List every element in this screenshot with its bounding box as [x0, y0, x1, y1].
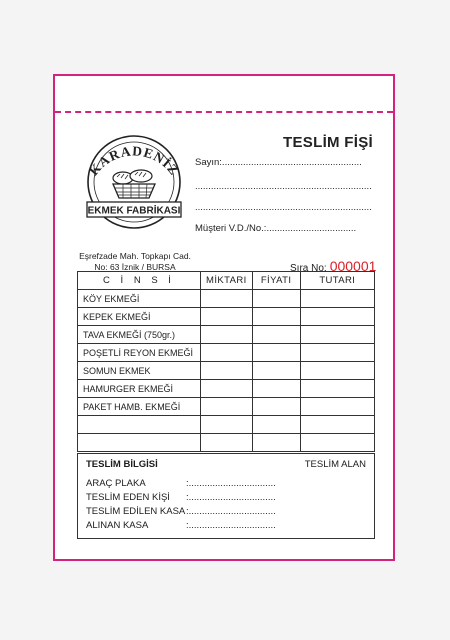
delivery-row-dots: :................................. [186, 506, 276, 517]
price-cell[interactable] [252, 344, 300, 362]
item-name: POŞETLİ REYON EKMEĞİ [78, 344, 201, 362]
total-cell[interactable] [300, 308, 374, 326]
address-block [55, 251, 215, 273]
quantity-cell[interactable] [201, 398, 253, 416]
delivery-row-label: TESLİM EDİLEN KASA [86, 506, 186, 517]
total-cell[interactable] [300, 290, 374, 308]
delivery-row-label: ARAÇ PLAKA [86, 478, 146, 489]
quantity-cell[interactable] [201, 290, 253, 308]
table-header-row [78, 272, 375, 290]
item-name: TAVA EKMEĞİ (750gr.) [78, 326, 201, 344]
address-field-line-1[interactable]: ................................................................... [195, 181, 372, 192]
item-name [78, 434, 201, 452]
item-name: KEPEK EKMEĞİ [78, 308, 201, 326]
logo-brand-bottom: EKMEK FABRİKASI [87, 205, 181, 217]
quantity-cell[interactable] [201, 416, 253, 434]
delivery-info-box [77, 453, 375, 539]
bakery-logo [73, 132, 195, 232]
table-row [78, 434, 375, 452]
delivery-receiver-label: TESLİM ALAN [304, 459, 366, 470]
customer-name-field[interactable]: Sayın:..................................................... [195, 157, 362, 168]
header-tutari: TUTARI [300, 272, 374, 290]
table-row [78, 290, 375, 308]
delivery-row-dots: :................................. [186, 492, 276, 503]
delivery-heading: TESLİM BİLGİSİ [86, 459, 158, 470]
price-cell[interactable] [252, 326, 300, 344]
serial-value: 000001 [329, 258, 377, 274]
total-cell[interactable] [300, 416, 374, 434]
price-cell[interactable] [252, 434, 300, 452]
total-cell[interactable] [300, 434, 374, 452]
delivery-row-plate[interactable] [86, 478, 276, 489]
total-cell[interactable] [300, 344, 374, 362]
table-row [78, 344, 375, 362]
item-name: PAKET HAMB. EKMEĞİ [78, 398, 201, 416]
price-cell[interactable] [252, 416, 300, 434]
total-cell[interactable] [300, 398, 374, 416]
header-miktari: MİKTARI [201, 272, 253, 290]
price-cell[interactable] [252, 398, 300, 416]
total-cell[interactable] [300, 380, 374, 398]
address-field-line-2[interactable]: ................................................................... [195, 202, 372, 213]
quantity-cell[interactable] [201, 308, 253, 326]
price-cell[interactable] [252, 290, 300, 308]
price-cell[interactable] [252, 308, 300, 326]
delivery-row-label: ALINAN KASA [86, 520, 149, 531]
item-name: SOMUN EKMEK [78, 362, 201, 380]
serial-label: Sıra No: [290, 263, 327, 274]
delivery-row-dots: :................................. [186, 478, 276, 489]
form-title: TESLİM FİŞİ [283, 134, 373, 151]
table-row [78, 308, 375, 326]
quantity-cell[interactable] [201, 326, 253, 344]
delivery-row-deliverer[interactable] [86, 492, 276, 503]
item-name [78, 416, 201, 434]
item-name: HAMURGER EKMEĞİ [78, 380, 201, 398]
table-row [78, 326, 375, 344]
header-fiyati: FİYATI [252, 272, 300, 290]
items-table [77, 271, 375, 452]
logo-brand-top: KARADENİZ [85, 143, 183, 179]
address-line-1: Eşrefzade Mah. Topkapı Cad. [79, 251, 191, 261]
table-row [78, 362, 375, 380]
total-cell[interactable] [300, 362, 374, 380]
address-line-2: No: 63 İznik / BURSA [94, 262, 176, 272]
delivery-row-crates-received[interactable] [86, 520, 276, 531]
quantity-cell[interactable] [201, 434, 253, 452]
header-cinsi: C İ N S İ [78, 272, 201, 290]
quantity-cell[interactable] [201, 362, 253, 380]
price-cell[interactable] [252, 380, 300, 398]
total-cell[interactable] [300, 326, 374, 344]
tax-office-field[interactable]: Müşteri V.D./No.:.................................. [195, 223, 357, 234]
table-row [78, 380, 375, 398]
item-name: KÖY EKMEĞİ [78, 290, 201, 308]
receipt-sheet [53, 74, 395, 561]
quantity-cell[interactable] [201, 344, 253, 362]
table-row [78, 398, 375, 416]
perforation-line [55, 111, 393, 113]
delivery-row-crates-delivered[interactable] [86, 506, 276, 517]
price-cell[interactable] [252, 362, 300, 380]
delivery-row-dots: :................................. [186, 520, 276, 531]
quantity-cell[interactable] [201, 380, 253, 398]
delivery-row-label: TESLİM EDEN KİŞİ [86, 492, 170, 503]
bread-basket-icon [113, 170, 155, 198]
table-row [78, 416, 375, 434]
